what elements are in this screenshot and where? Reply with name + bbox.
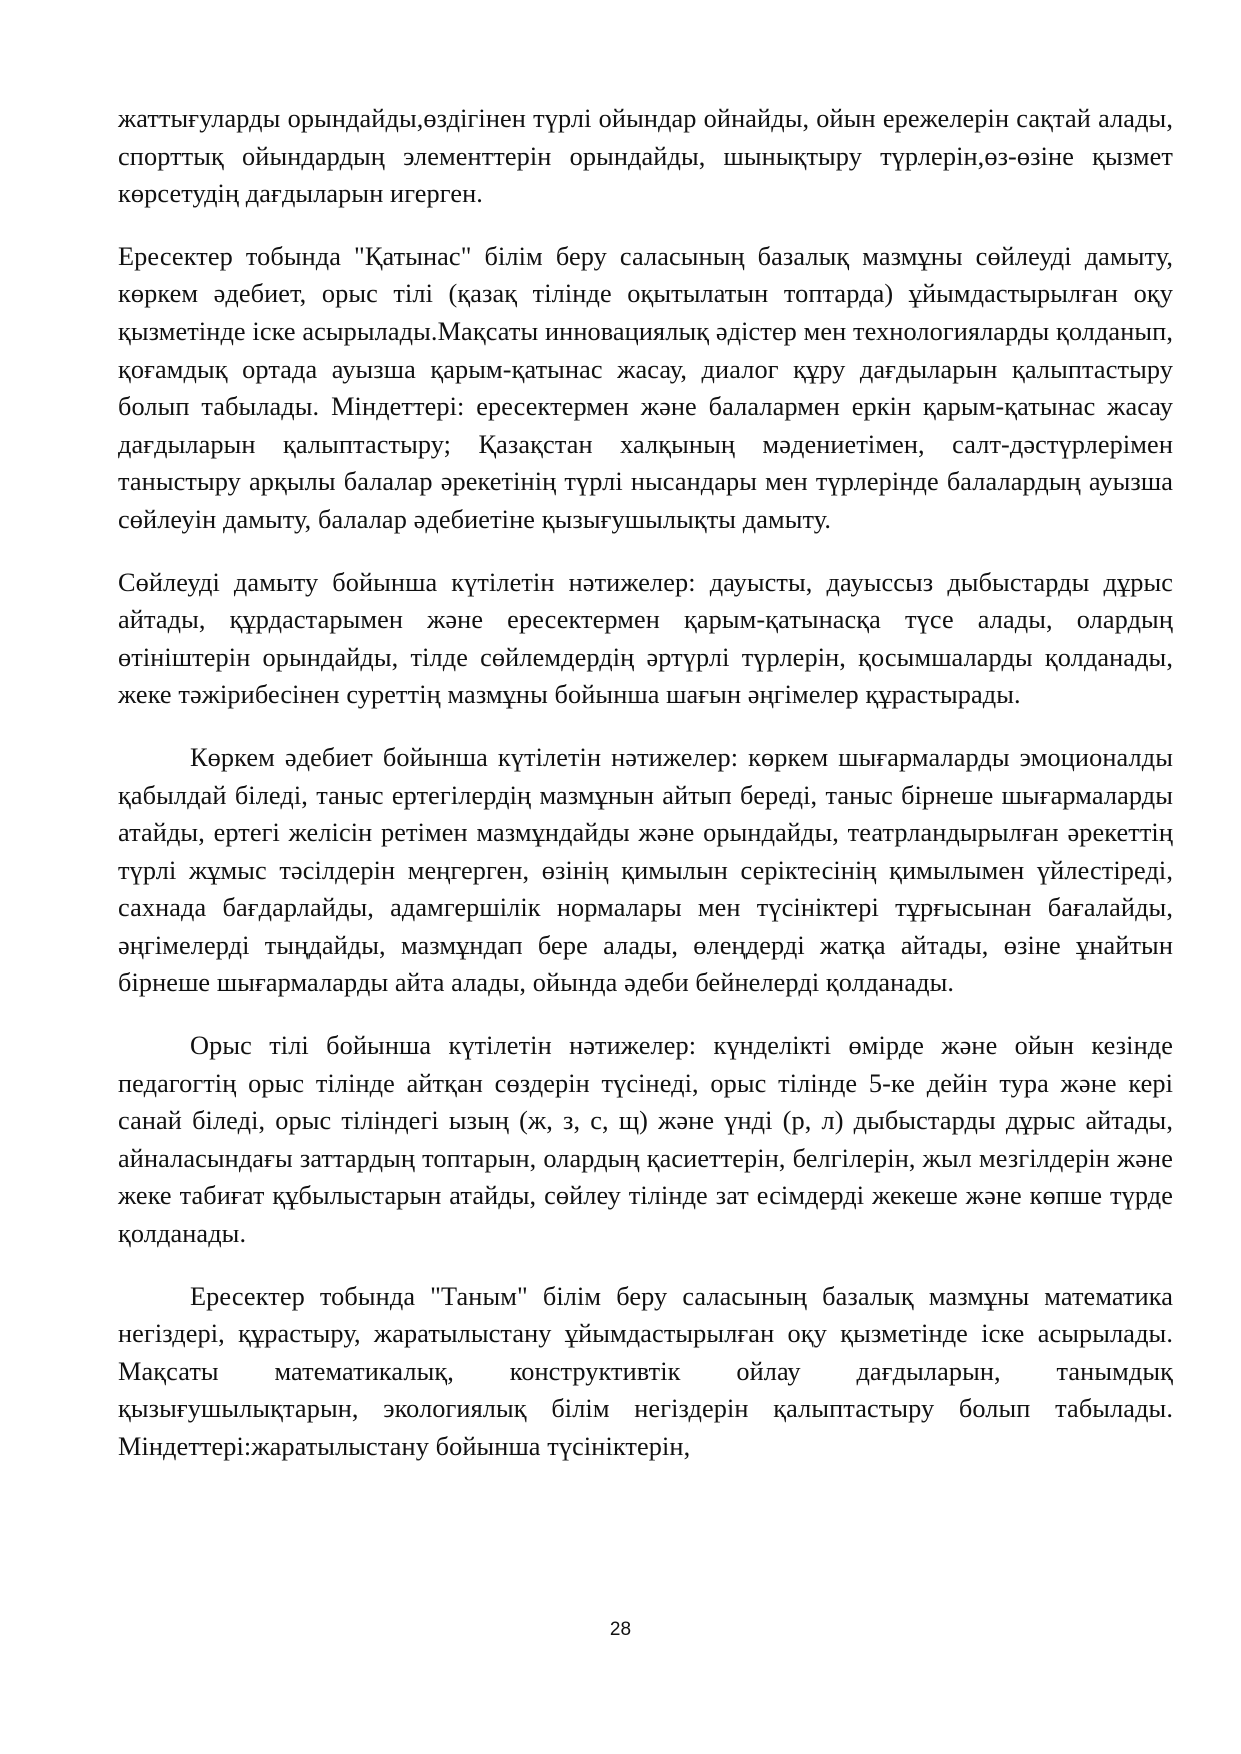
paragraph-6: Ересектер тобында "Таным" білім беру саласының базалық мазмұны математика негіздері, құрастыру, жаратылыстану ұйымдастырылған оқу қызметінде іске асырылады. Мақсаты математикалық, конструктивтік ойлау дағдыларын, танымдық қызығушылықтарын, экологиялық білім негіздерін қалыптастыру болып табылады. Міндеттері:жаратылыстану бойынша түсініктерін, xyxy=(118,1281,1173,1461)
paragraph-4: Көркем әдебиет бойынша күтілетін нәтижелер: көркем шығармаларды эмоционалды қабылдай біледі, таныс ертегілердің мазмұнын айтып береді, таныс бірнеше шығармаларды атайды, ертегі желісін ретімен мазмұндайды және орындайды, театрландырылған әрекеттің түрлі жұмыс тәсілдерін меңгерген, өзінің қимылын серіктесінің қимылымен үйлестіреді, сахнада бағдарлайды, адамгершілік нормалары мен түсініктері тұрғысынан бағалайды, әңгімелерді тыңдайды, мазмұндап бере алады, өлеңдерді жатқа айтады, өзіне ұнайтын бірнеше шығармаларды айта алады, ойында әдеби бейнелерді қолданады. xyxy=(118,742,1173,998)
paragraph-1: жаттығуларды орындайды,өздігінен түрлі ойындар ойнайды, ойын ережелерін сақтай алады, спорттық ойындардың элементтерін орындайды, шынықтыру түрлерін,өз-өзіне қызмет көрсетудің дағдыларын игерген. xyxy=(118,104,1173,209)
document-body xyxy=(118,100,1173,1491)
paragraph-3: Сөйлеуді дамыту бойынша күтілетін нәтижелер: дауысты, дауыссыз дыбыстарды дұрыс айтады, құрдастарымен және ересектермен қарым-қатынасқа түсе алады, олардың өтініштерін орындайды, тілде сөйлемдердің әртүрлі түрлерін, қосымшаларды қолданады, жеке тәжірибесінен суреттің мазмұны бойынша шағын әңгімелер құрастырады. xyxy=(118,567,1173,710)
paragraph-2: Ересектер тобында "Қатынас" білім беру саласының базалық мазмұны сөйлеуді дамыту, көркем әдебиет, орыс тілі (қазақ тілінде оқытылатын топтарда) ұйымдастырылған оқу қызметінде іске асырылады.Мақсаты инновациялық әдістер мен технологияларды қолданып, қоғамдық ортада ауызша қарым-қатынас жасау, диалог құру дағдыларын қалыптастыру болып табылады. Міндеттері: ересектермен және балалармен еркін қарым-қатынас жасау дағдыларын қалыптастыру; Қазақстан халқының мәдениетімен, салт-дәстүрлерімен таныстыру арқылы балалар әрекетінің түрлі нысандары мен түрлерінде балалардың ауызша сөйлеуін дамыту, балалар әдебиетіне қызығушылықты дамыту. xyxy=(118,241,1173,534)
page-number: 28 xyxy=(609,1619,632,1640)
paragraph-5: Орыс тілі бойынша күтілетін нәтижелер: күнделікті өмірде және ойын кезінде педагогтің орыс тілінде айтқан сөздерін түсінеді, орыс тілінде 5-ке дейін тура және кері санай біледі, орыс тіліндегі ызың (ж, з, с, щ) және үнді (р, л) дыбыстарды дұрыс айтады, айналасындағы заттардың топтарын, олардың қасиеттерін, белгілерін, жыл мезгілдерін және жеке табиғат құбылыстарын атайды, сөйлеу тілінде зат есімдерді жекеше және көпше түрде қолданады. xyxy=(118,1031,1173,1249)
